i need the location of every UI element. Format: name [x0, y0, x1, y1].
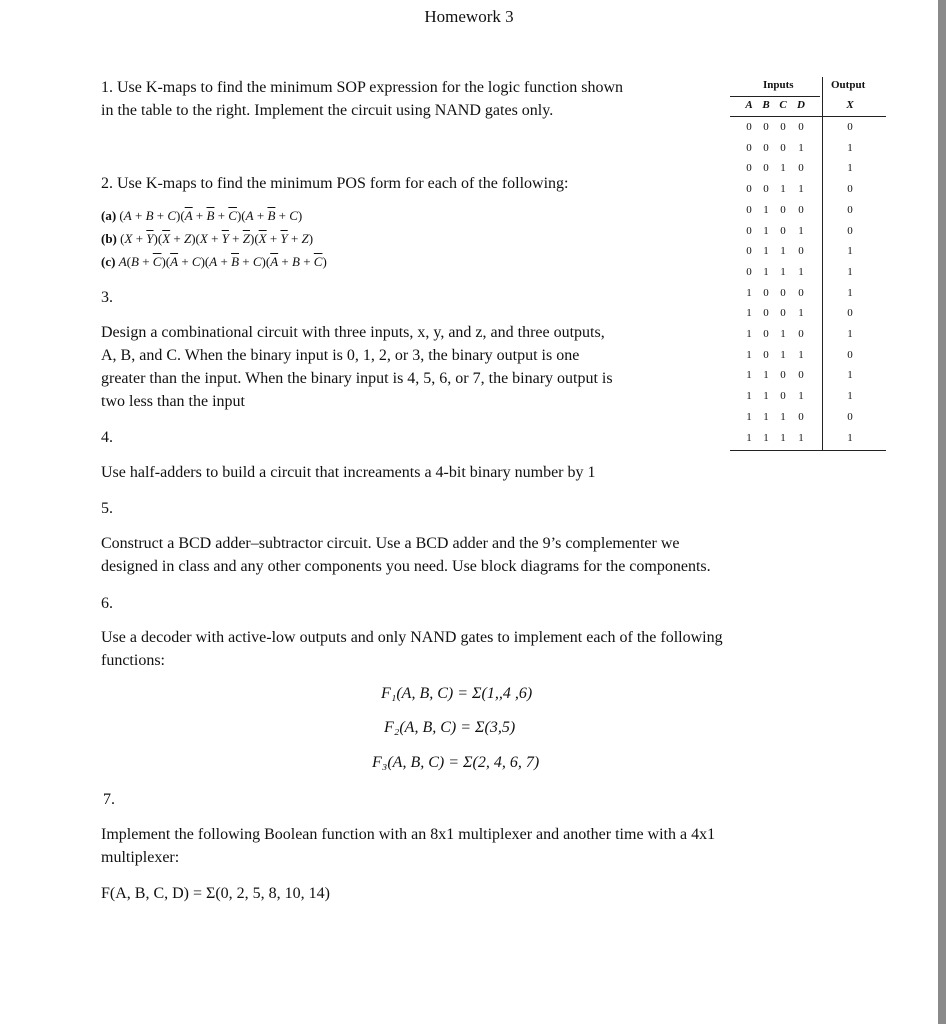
cell-d: 1	[798, 141, 804, 154]
table-row	[730, 367, 886, 387]
column-d-header: D	[797, 99, 805, 111]
cell-b: 0	[763, 307, 769, 320]
cell-b: 0	[763, 183, 769, 196]
q6-line1: Use a decoder with active-low outputs and only NAND gates to implement each of the following	[101, 629, 723, 646]
cell-b: 1	[763, 224, 769, 237]
cell-x: 1	[847, 265, 853, 278]
column-b-header: B	[762, 99, 770, 111]
cell-b: 1	[763, 265, 769, 278]
q5-line1: Construct a BCD adder–subtractor circuit. Use a BCD adder and the 9’s complementer we	[101, 535, 680, 552]
q7-function: F(A, B, C, D) = Σ(0, 2, 5, 8, 10, 14)	[101, 885, 330, 902]
cell-x: 0	[847, 410, 853, 423]
q2-part-c	[101, 250, 327, 273]
cell-b: 1	[763, 203, 769, 216]
cell-d: 0	[798, 203, 804, 216]
cell-x: 1	[847, 162, 853, 175]
column-a-header: A	[745, 99, 753, 111]
cell-x: 1	[847, 141, 853, 154]
table-row	[730, 119, 886, 139]
table-row	[730, 347, 886, 367]
cell-a: 1	[746, 410, 752, 423]
cell-b: 0	[763, 121, 769, 133]
q2-b-label: (b)	[101, 231, 117, 246]
table-row	[730, 409, 886, 429]
cell-a: 1	[746, 328, 752, 340]
cell-c: 1	[780, 162, 786, 175]
q3-line3: greater than the input. When the binary input is 4, 5, 6, or 7, the binary output is	[101, 370, 613, 387]
cell-b: 1	[763, 369, 769, 382]
table-row	[730, 181, 886, 201]
q2-a-label: (a)	[101, 208, 117, 223]
table-row	[730, 243, 886, 263]
cell-d: 0	[798, 286, 804, 299]
cell-d: 0	[798, 328, 804, 340]
q6-f2-equation: F₂(A, B, C) = Σ(3,5)	[384, 719, 516, 736]
cell-c: 0	[780, 307, 786, 320]
window-edge-bar	[938, 0, 946, 1024]
cell-c: 0	[780, 121, 786, 133]
column-c-header: C	[779, 99, 787, 111]
cell-d: 0	[798, 162, 804, 175]
q2-b-expression: $(X + \overline{Y})(\overline{X} + Z)(X + \overline{Y} + \overline{Z})(\overline{X} + \overline{Y} + Z)$	[120, 231, 314, 246]
cell-d: 1	[798, 431, 804, 444]
output-header: Output	[831, 79, 866, 91]
page-title: Homework 3	[424, 7, 514, 26]
q4-number: 4.	[101, 429, 113, 446]
cell-d: 1	[798, 348, 804, 361]
cell-b: 0	[763, 286, 769, 299]
q6-line2: functions:	[101, 652, 165, 669]
cell-b: 0	[763, 162, 769, 175]
cell-c: 1	[780, 410, 786, 423]
cell-c: 0	[780, 141, 786, 154]
cell-a: 0	[746, 162, 752, 175]
cell-d: 1	[798, 265, 804, 278]
q7-line1: Implement the following Boolean function with an 8x1 multiplexer and another time with a 4x1	[101, 826, 716, 843]
cell-b: 0	[763, 348, 769, 361]
cell-c: 1	[780, 431, 786, 444]
q7-number: 7.	[103, 791, 115, 808]
q3-number: 3.	[101, 289, 113, 306]
table-row	[730, 160, 886, 180]
table-row	[730, 223, 886, 243]
cell-d: 1	[798, 390, 804, 403]
cell-c: 0	[780, 390, 786, 403]
cell-a: 0	[746, 141, 752, 154]
cell-x: 1	[847, 369, 853, 382]
q5-number: 5.	[101, 500, 113, 517]
q6-number: 6.	[101, 595, 113, 612]
cell-a: 1	[746, 286, 752, 299]
cell-c: 0	[780, 203, 786, 216]
table-row	[730, 285, 886, 305]
column-x-header: X	[846, 99, 854, 111]
truth-table-column-header	[730, 97, 886, 116]
table-row	[730, 430, 886, 450]
cell-a: 1	[746, 431, 752, 444]
cell-c: 1	[780, 245, 786, 258]
cell-b: 1	[763, 431, 769, 444]
cell-a: 1	[746, 369, 752, 382]
cell-c: 1	[780, 265, 786, 278]
cell-x: 0	[847, 224, 853, 237]
header-divider	[730, 116, 886, 117]
cell-x: 0	[847, 307, 853, 320]
table-row	[730, 140, 886, 160]
cell-c: 0	[780, 369, 786, 382]
cell-c: 1	[780, 183, 786, 196]
cell-a: 1	[746, 307, 752, 320]
cell-c: 0	[780, 224, 786, 237]
q3-line4: two less than the input	[101, 393, 245, 410]
q1-line1: 1. Use K-maps to find the minimum SOP expression for the logic function shown	[101, 79, 624, 96]
q2-a-expression: $(A + B + C)(\overline{A} + \overline{B} + \overline{C})(A + \overline{B} + C)$	[119, 208, 303, 223]
cell-a: 1	[746, 390, 752, 403]
q5-line2: designed in class and any other components you need. Use block diagrams for the components.	[101, 558, 711, 575]
cell-x: 0	[847, 203, 853, 216]
q2-part-a	[101, 204, 302, 227]
cell-a: 1	[746, 348, 752, 361]
cell-b: 1	[763, 410, 769, 423]
cell-x: 1	[847, 328, 853, 340]
q3-line1: Design a combinational circuit with three inputs, x, y, and z, and three outputs,	[101, 324, 605, 341]
cell-x: 1	[847, 431, 853, 444]
cell-x: 1	[847, 286, 853, 299]
cell-x: 1	[847, 245, 853, 258]
cell-a: 0	[746, 121, 752, 133]
table-bottom-rule	[730, 450, 886, 451]
cell-x: 0	[847, 183, 853, 196]
cell-c: 1	[780, 348, 786, 361]
cell-c: 0	[780, 286, 786, 299]
cell-x: 0	[847, 348, 853, 361]
cell-d: 0	[798, 369, 804, 382]
cell-b: 1	[763, 245, 769, 258]
cell-b: 1	[763, 390, 769, 403]
truth-table-group-header	[730, 77, 886, 96]
cell-d: 0	[798, 410, 804, 423]
inputs-header: Inputs	[763, 79, 794, 91]
cell-b: 0	[763, 328, 769, 340]
table-row	[730, 305, 886, 325]
q7-line2: multiplexer:	[101, 849, 180, 866]
q4-text: Use half-adders to build a circuit that increaments a 4-bit binary number by 1	[101, 464, 596, 481]
table-row	[730, 264, 886, 284]
cell-a: 0	[746, 265, 752, 278]
q2-heading: 2. Use K-maps to find the minimum POS form for each of the following:	[101, 175, 569, 192]
cell-a: 0	[746, 183, 752, 196]
cell-b: 0	[763, 141, 769, 154]
cell-c: 1	[780, 328, 786, 340]
table-row	[730, 388, 886, 408]
q6-f1-equation: F₁(A, B, C) = Σ(1,,4 ,6)	[381, 685, 533, 702]
cell-d: 1	[798, 224, 804, 237]
table-row	[730, 202, 886, 222]
q2-c-expression: $A(B + \overline{C})(\overline{A} + C)(A + \overline{B} + C)(\overline{A} + B + \overline{C})$	[118, 254, 327, 269]
q2-part-b	[101, 227, 313, 250]
cell-d: 0	[798, 245, 804, 258]
cell-x: 1	[847, 390, 853, 403]
q1-line2: in the table to the right. Implement the circuit using NAND gates only.	[101, 102, 554, 119]
cell-d: 1	[798, 183, 804, 196]
q2-c-label: (c)	[101, 254, 116, 269]
q3-line2: A, B, and C. When the binary input is 0, 1, 2, or 3, the binary output is one	[101, 347, 580, 364]
cell-a: 0	[746, 245, 752, 258]
table-row	[730, 326, 886, 346]
q6-f3-equation: F₃(A, B, C) = Σ(2, 4, 6, 7)	[372, 754, 540, 771]
cell-d: 0	[798, 121, 804, 133]
cell-a: 0	[746, 224, 752, 237]
cell-d: 1	[798, 307, 804, 320]
cell-x: 0	[847, 121, 853, 133]
inputs-underline	[730, 96, 820, 97]
cell-a: 0	[746, 203, 752, 216]
